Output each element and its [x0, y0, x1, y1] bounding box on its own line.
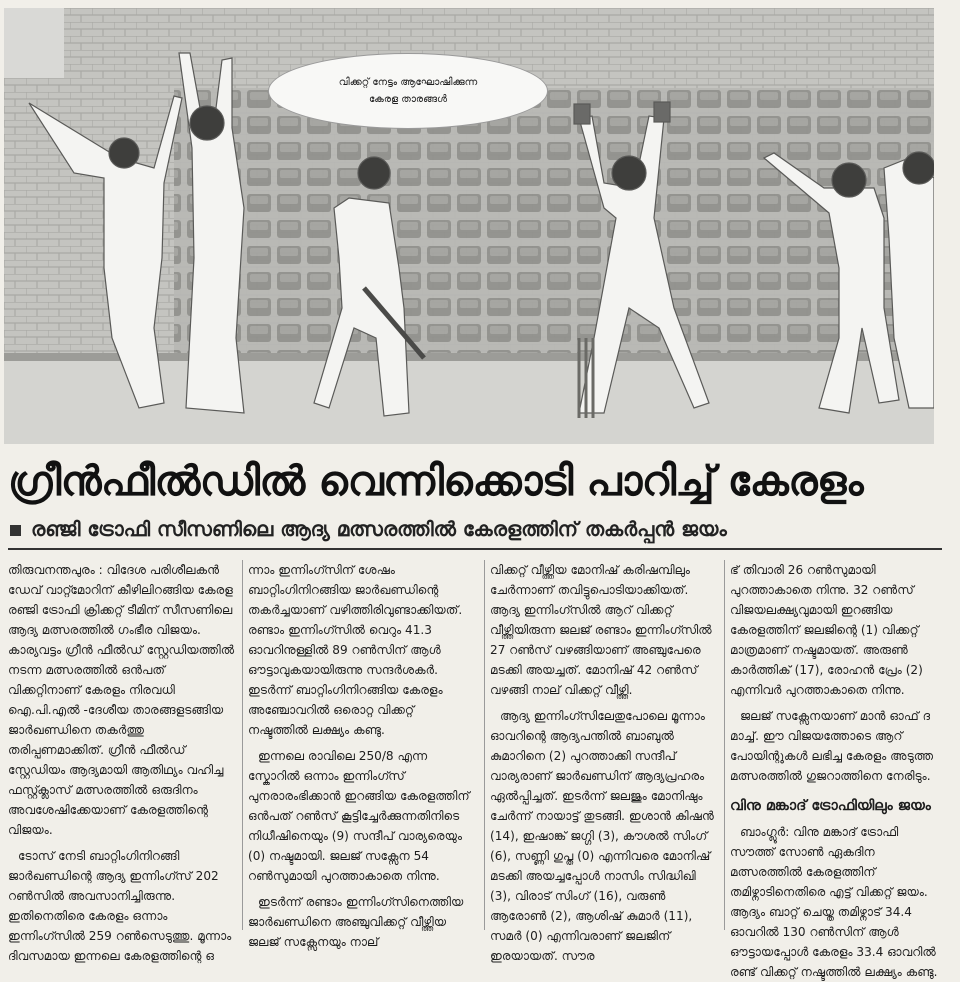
column-divider [242, 560, 243, 930]
col3-paragraph-2: ആദ്യ ഇന്നിംഗ്സിലേതുപോലെ മൂന്നാം ഓവറിന്റെ ആദ്യപന്തിൽ ബാബുൽ കുമാറിനെ (2) പുറത്താക്കി സന്ദീപ് വാര്യരാണ് ജാർഖണ്ഡിന് ആദ്യപ്രഹരം ഏൽപ്പിച്ചത്. ഇടർന്ന് ജലജും മോനിഷും ചേർന്ന് നായാട്ട് തുടങ്ങി. ഇശാൻ കിഷൻ (14), ഇഷാങ്ക് ജഗ്ഗി (3), കൗശൽ സിംഗ് (6), സണ്ണി ഗുപ്ത (0) എന്നിവരെ മോനിഷ് മടക്കി അയച്ചപ്പോൾ നാസിം സിദ്ധിഖി (3), വിരാട് സിംഗ് (16), വരുൺ ആരോൺ (2), ആശിഷ് കുമാർ (11), സമർ (0) എന്നിവരാണ് ജലജിന് ഇരയായത്. സൗര [490, 709, 714, 963]
column-divider [724, 560, 725, 930]
photo-caption-line1: വിക്കറ്റ് നേട്ടം ആഘോഷിക്കുന്ന [338, 77, 478, 88]
col4-paragraph-2: ജലജ് സക്സേനയാണ് മാൻ ഓഫ് ദ മാച്ച്. ഈ വിജയത്തോടെ ആറ് പോയിന്റുകൾ ലഭിച്ച കേരളം അടുത്ത മത്സരത്തിൽ ഗുജറാത്തിനെ നേരിടും. [730, 709, 934, 783]
column-divider [484, 560, 485, 930]
vinoo-mankad-subheading: വിനു മങ്കാദ് ട്രോഫിയിലും ജയം [730, 798, 931, 814]
col2-paragraph-3: ഇടർന്ന് രണ്ടാം ഇന്നിംഗ്സിനെത്തിയ ജാർഖണ്ഡിനെ അഞ്ചുവിക്കറ്റ് വീഴ്ത്തിയ ജലജ് സക്സേനയും നാല് [248, 895, 464, 949]
col4-paragraph-1: ഭ് തിവാരി 26 റൺസുമായി പുറത്താകാതെ നിന്നു. 32 റൺസ് വിജയലക്ഷ്യവുമായി ഇറങ്ങിയ കേരളത്തിന് ജലജിന്റെ (1) വിക്കറ്റ് മാത്രമാണ് നഷ്ടമായത്. അരുൺ കാർത്തിക് (17), രോഹൻ പ്രേം (2) എന്നിവർ പുറത്താകാതെ നിന്നു. [730, 563, 923, 697]
subheadline-row [10, 515, 950, 543]
col2-paragraph-1: ന്നാം ഇന്നിംഗ്സിന് ശേഷം ബാറ്റിംഗിനിറങ്ങിയ ജാർഖണ്ഡിന്റെ തകർച്ചയാണ് വഴിത്തിരിവുണ്ടാക്കിയത്. രണ്ടാം ഇന്നിംഗ്സിൽ വെറും 41.3 ഓവറിനുള്ളിൽ 89 റൺസിന് ആൾ ഔട്ടാവുകയായിരുന്നു സന്ദർശകർ. ഇടർന്ന് ബാറ്റിംഗിനിറങ്ങിയ കേരളം അഞ്ചോവറിൽ ഒരൊറ്റ വിക്കറ്റ് നഷ്ടത്തിൽ ലക്ഷ്യം കണ്ടു. [248, 563, 463, 737]
col4-paragraph-3: ബാംഗ്ലൂർ: വിനു മങ്കാദ് ട്രോഫി സൗത്ത് സോൺ ഏകദിന മത്സരത്തിൽ കേരളത്തിന് തമിഴ്നാടിനെതിരെ എട്ട് വിക്കറ്റ് ജയം. ആദ്യം ബാറ്റ് ചെയ്ത തമിഴ്നാട് 34.4 ഓവറിൽ 130 റൺസിന് ആൾ ഔട്ടായപ്പോൾ കേരളം 33.4 ഓവറിൽ രണ്ട് വിക്കറ്റ് നഷ്ടത്തിൽ ലക്ഷ്യം കണ്ടു. [730, 825, 938, 979]
photo-caption-line2: കേരള താരങ്ങൾ [368, 94, 448, 105]
bullet-square-icon [10, 525, 21, 536]
subheadline: രഞ്ജി ട്രോഫി സീസണിലെ ആദ്യ മത്സരത്തിൽ കേരളത്തിന് തകർപ്പൻ ജയം [31, 517, 727, 541]
article-column-1 [8, 560, 236, 966]
col3-paragraph-1: വിക്കറ്റ് വീഴ്ത്തിയ മോനിഷ് കരിഷമ്പിലും ചേർന്നാണ് തവിട്ടുപൊടിയാക്കിയത്. ആദ്യ ഇന്നിംഗ്സിൽ ആറ് വിക്കറ്റ് വീഴ്ത്തിയിരുന്ന ജലജ് രണ്ടാം ഇന്നിംഗ്സിൽ 27 റൺസ് വഴങ്ങിയാണ് അഞ്ചുപേരെ മടക്കി അയച്ചത്. മോനിഷ് 42 റൺസ് വഴങ്ങി നാല് വിക്കറ്റ് വീഴ്ത്തി. [490, 563, 712, 697]
article-column-3 [490, 560, 718, 966]
photo-caption-bubble [268, 53, 548, 129]
headline-rule [8, 548, 942, 550]
col1-paragraph-1: തിരുവനന്തപുരം : വിദേശ പരിശീലകൻ ഡേവ് വാറ്റ്മോറിന് കീഴിലിറങ്ങിയ കേരള രഞ്ജി ട്രോഫി ക്രിക്കറ്റ് ടീമിന് സീസണിലെ ആദ്യ മത്സരത്തിൽ ഗംഭീര വിജയം. കാര്യവട്ടം ഗ്രീൻ ഫീൽഡ് സ്റ്റേഡിയത്തിൽ നടന്ന മത്സരത്തിൽ ഒൻപത് വിക്കറ്റിനാണ് കേരളം നിരവധി ഐ.പി.എൽ -ദേശീയ താരങ്ങളടങ്ങിയ ജാർഖണ്ഡിനെ തകർത്തു തരിപ്പണമാക്കിത്. ഗ്രീൻ ഫീൽഡ് സ്റ്റേഡിയം ആദ്യമായി ആതിഥ്യം വഹിച്ച ഫസ്റ്റ്ക്ലാസ് മത്സരത്തിൽ ഒരുദിനം അവശേഷിക്കേയാണ് കേരളത്തിന്റെ വിജയം. [8, 563, 235, 837]
article-column-2 [248, 560, 476, 952]
headline: ഗ്രീൻഫീൽഡിൽ വെന്നിക്കൊടി പാറിച്ച് കേരളം [8, 457, 864, 505]
cricket-celebration-photo [4, 8, 934, 444]
article-column-4 [730, 560, 946, 982]
col1-paragraph-2: ടോസ് നേടി ബാറ്റിംഗിനിറങ്ങി ജാർഖണ്ഡിന്റെ ആദ്യ ഇന്നിംഗ്സ് 202 റൺസിൽ അവസാനിച്ചിരുന്നു. ഇതിനെതിരെ കേരളം ഒന്നാം ഇന്നിംഗ്സിൽ 259 റൺസെടുത്തു. മൂന്നാം ദിവസമായ ഇന്നലെ കേരളത്തിന്റെ ഒ [8, 849, 232, 963]
col2-paragraph-2: ഇന്നലെ രാവിലെ 250/8 എന്ന സ്കോറിൽ ഒന്നാം ഇന്നിംഗ്സ് പുനരാരംഭിക്കാൻ ഇറങ്ങിയ കേരളത്തിന് ഒൻപത് റൺസ് കൂട്ടിച്ചേർക്കുന്നതിനിടെ നിധീഷിനെയും (9) സന്ദീപ് വാര്യരെയും (0) നഷ്ടമായി. ജലജ് സക്സേന 54 റൺസുമായി പുറത്താകാതെ നിന്നു. [248, 749, 470, 883]
